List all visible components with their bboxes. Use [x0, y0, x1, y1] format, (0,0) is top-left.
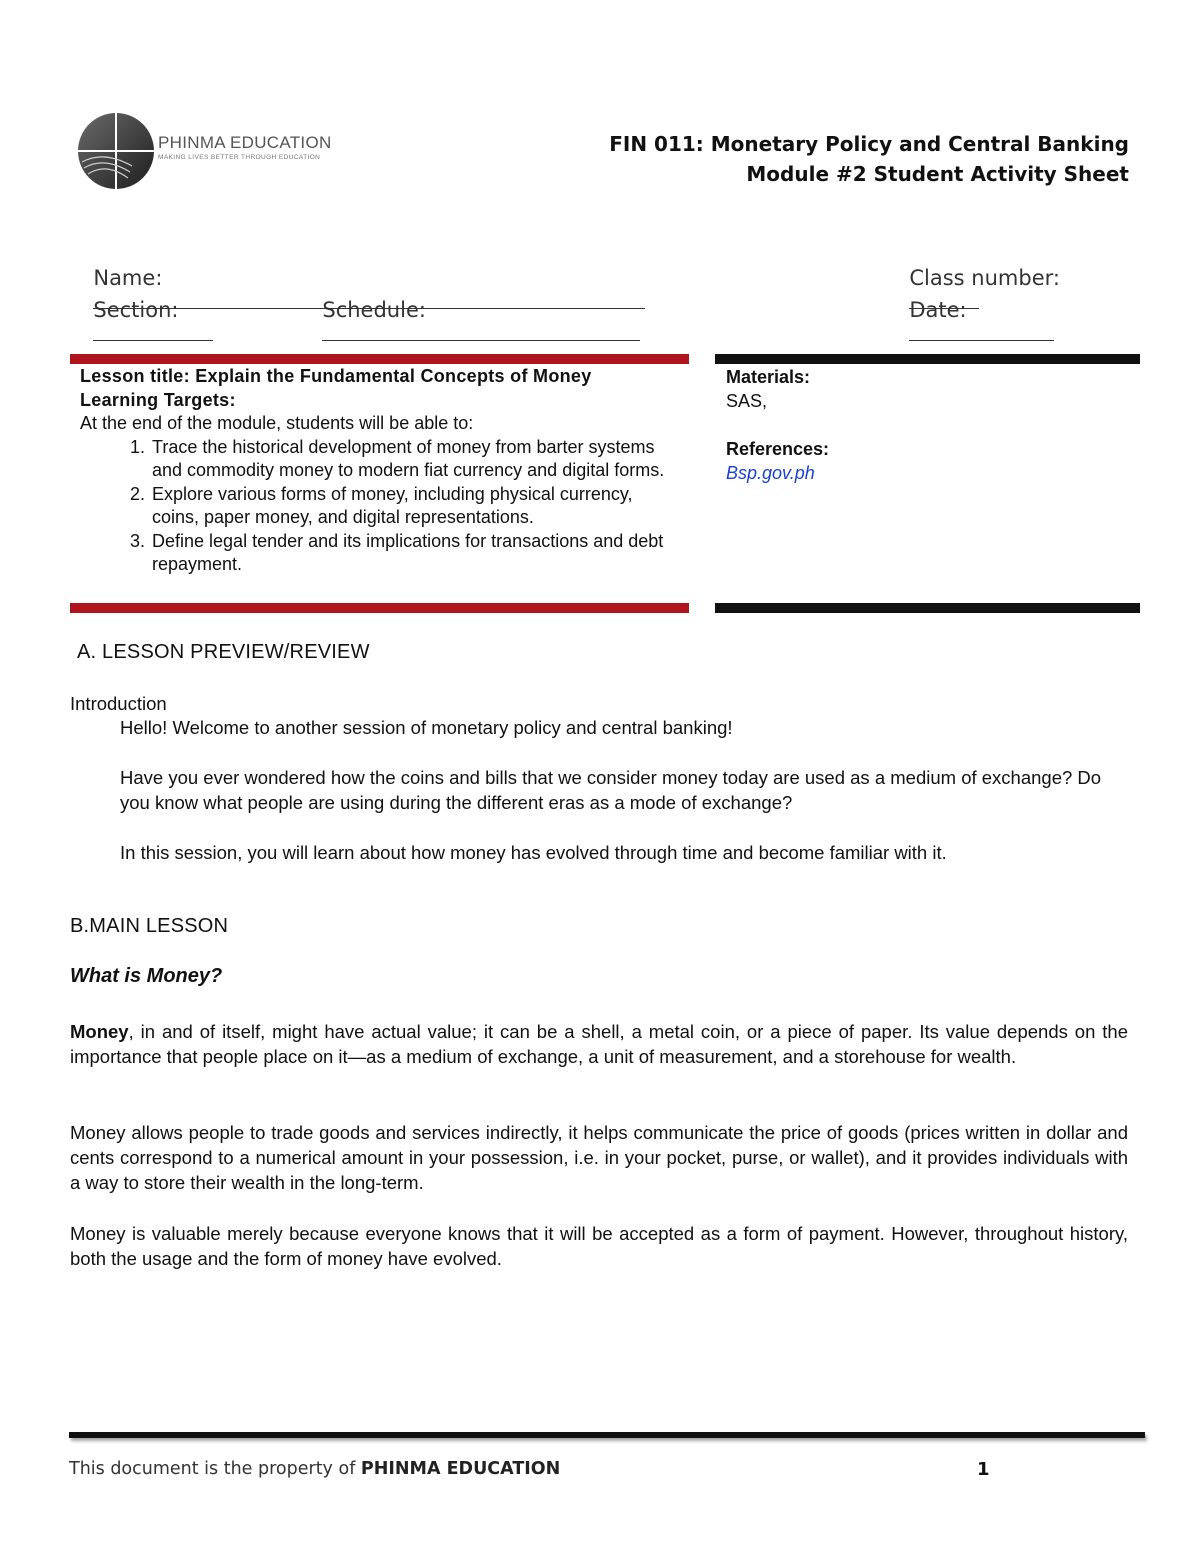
logo-tagline: MAKING LIVES BETTER THROUGH EDUCATION	[158, 154, 321, 161]
lesson-box	[80, 365, 680, 577]
section-field[interactable]	[80, 274, 213, 346]
materials-box	[726, 365, 1126, 485]
materials-value: SAS,	[726, 391, 768, 411]
section-a-heading: A. LESSON PREVIEW/REVIEW	[77, 641, 370, 663]
money-term: Money	[70, 1021, 129, 1042]
page-number: 1	[977, 1459, 990, 1480]
schedule-field[interactable]	[309, 274, 640, 346]
date-blank[interactable]	[909, 322, 1054, 341]
materials-label: Materials:	[726, 367, 811, 387]
section-b-heading: B.MAIN LESSON	[70, 915, 229, 937]
money-paragraph-3: Money is valuable merely because everyone knows that it will be accepted as a form of payment. However, throughout history, both the usage and the form of money have evolved.	[70, 1223, 1128, 1269]
references-label: References:	[726, 439, 830, 459]
lesson-top-rule	[70, 354, 689, 364]
date-label: Date:	[909, 298, 967, 322]
schedule-blank[interactable]	[322, 322, 640, 341]
sheet-title: Module #2 Student Activity Sheet	[746, 162, 1129, 186]
intro-paragraph-3: In this session, you will learn about how money has evolved through time and become familiar with it.	[120, 842, 947, 863]
money-paragraph-1-text: , in and of itself, might have actual value; it can be a shell, a metal coin, or a piece of paper. Its value depends on the importance that people place on it—as a medium of exchange, a unit of measurement, and a storehouse for wealth.	[70, 1021, 1128, 1067]
footer-owner: PHINMA EDUCATION	[360, 1459, 561, 1479]
footer-text: This document is the property of	[69, 1459, 361, 1479]
intro-paragraph-1: Hello! Welcome to another session of monetary policy and central banking!	[120, 717, 733, 738]
name-label: Name:	[93, 266, 163, 290]
introduction-label: Introduction	[70, 693, 167, 714]
section-blank[interactable]	[93, 322, 213, 341]
phinma-globe-icon	[74, 110, 158, 192]
document-header	[609, 129, 1129, 189]
learning-target: 3. Define legal tender and its implications for transactions and debt repayment.	[150, 530, 680, 577]
money-paragraph-1	[70, 1019, 1128, 1069]
lesson-title: Lesson title: Explain the Fundamental Concepts of Money	[80, 366, 592, 386]
schedule-label: Schedule:	[322, 298, 426, 322]
logo-name: PHINMA EDUCATION	[158, 133, 332, 152]
what-is-money-heading: What is Money?	[70, 965, 223, 987]
section-label: Section:	[93, 298, 179, 322]
learning-targets-list	[80, 436, 680, 577]
course-title: FIN 011: Monetary Policy and Central Banking	[609, 132, 1129, 156]
money-paragraph-2: Money allows people to trade goods and services indirectly, it helps communicate the price of goods (prices written in dollar and cents correspond to a numerical amount in your possession, i.e. in your pocket, purse, or wallet), and it provides individuals with a way to store their wealth in the long-term.	[70, 1122, 1128, 1193]
reference-link[interactable]: Bsp.gov.ph	[726, 463, 815, 483]
learning-target: 1. Trace the historical development of money from barter systems and commodity money to modern fiat currency and digital forms.	[150, 436, 680, 483]
materials-bottom-rule	[715, 603, 1140, 613]
class-number-label: Class number:	[909, 266, 1060, 290]
footer-rule	[69, 1432, 1145, 1438]
learning-targets-label: Learning Targets:	[80, 389, 236, 410]
date-field[interactable]	[896, 274, 1054, 346]
learning-target: 2. Explore various forms of money, including physical currency, coins, paper money, and digital representations.	[150, 483, 680, 530]
intro-paragraph-2: Have you ever wondered how the coins and bills that we consider money today are used as a medium of exchange? Do you know what people are using during the different eras as a mode of exchange?	[120, 767, 1102, 813]
learning-targets-intro: At the end of the module, students will be able to:	[80, 413, 474, 433]
materials-top-rule	[715, 354, 1140, 364]
footer-note	[69, 1459, 560, 1479]
lesson-bottom-rule	[70, 603, 689, 613]
